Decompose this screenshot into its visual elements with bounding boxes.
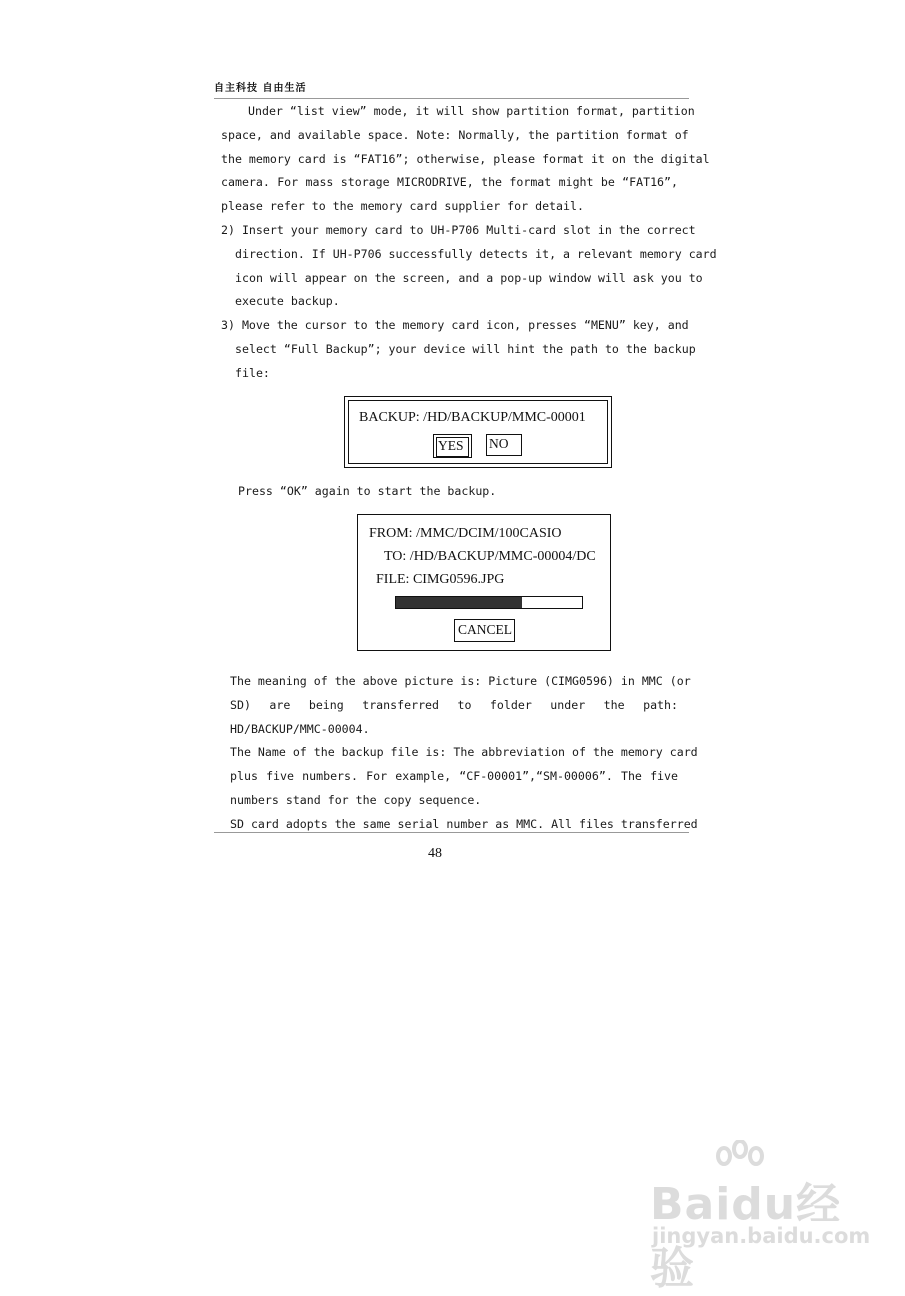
yes-button[interactable] bbox=[433, 434, 472, 458]
footer-rule bbox=[214, 832, 689, 833]
watermark-logo: Baidu经验 bbox=[650, 1179, 842, 1294]
text-line: please refer to the memory card supplier for detail. bbox=[221, 199, 584, 214]
text-line: space, and available space. Note: Normally, the partition format of bbox=[221, 127, 689, 142]
text-line: Under “list view” mode, it will show partition format, partition bbox=[248, 104, 695, 118]
file-name-text: FILE: CIMG0596.JPG bbox=[376, 572, 505, 587]
transfer-progress-fill bbox=[396, 597, 522, 608]
transfer-dialog bbox=[357, 514, 611, 651]
text-line: HD/BACKUP/MMC-00004. bbox=[230, 721, 370, 736]
intro-paragraph bbox=[221, 100, 710, 219]
watermark-url: jingyan.baidu.com bbox=[652, 1224, 871, 1248]
page-header-title: 自主科技 自由生活 bbox=[214, 83, 307, 94]
backup-dialog bbox=[344, 396, 612, 468]
step-2-paragraph bbox=[221, 219, 717, 314]
explanation-paragraph bbox=[230, 670, 698, 837]
yes-button-label: YES bbox=[436, 437, 469, 457]
backup-path-text: BACKUP: /HD/BACKUP/MMC-00001 bbox=[359, 410, 586, 425]
text-line: camera. For mass storage MICRODRIVE, the format might be “FAT16”, bbox=[221, 175, 678, 190]
text-line: the memory card is “FAT16”; otherwise, please format it on the digital bbox=[221, 151, 710, 166]
from-path-text: FROM: /MMC/DCIM/100CASIO bbox=[369, 526, 562, 541]
no-button[interactable]: NO bbox=[486, 434, 522, 456]
text-line: icon will appear on the screen, and a pop-up window will ask you to bbox=[235, 270, 703, 285]
text-line: select “Full Backup”; your device will hint the path to the backup bbox=[235, 341, 696, 356]
baidu-watermark bbox=[640, 1140, 871, 1294]
press-ok-instruction bbox=[238, 480, 496, 504]
page-number: 48 bbox=[428, 846, 442, 861]
text-line: SD card adopts the same serial number as MMC. All files transferred bbox=[230, 816, 698, 831]
cancel-button[interactable]: CANCEL bbox=[454, 619, 515, 642]
header-rule bbox=[214, 98, 689, 99]
text-line: plus five numbers. For example, “CF-00001”,“SM-00006”. The five bbox=[230, 769, 678, 784]
text-line: Press “OK” again to start the backup. bbox=[238, 484, 497, 498]
text-line: file: bbox=[235, 365, 270, 380]
transfer-progress-bar bbox=[395, 596, 583, 609]
text-line: direction. If UH-P706 successfully detects it, a relevant memory card bbox=[235, 246, 717, 261]
text-line: 2) Insert your memory card to UH-P706 Multi-card slot in the correct bbox=[221, 223, 696, 237]
text-line: numbers stand for the copy sequence. bbox=[230, 792, 482, 807]
text-line: 3) Move the cursor to the memory card icon, presses “MENU” key, and bbox=[221, 318, 689, 332]
text-line: The meaning of the above picture is: Picture (CIMG0596) in MMC (or bbox=[230, 674, 691, 688]
text-line: The Name of the backup file is: The abbreviation of the memory card bbox=[230, 745, 698, 760]
text-line: execute backup. bbox=[235, 294, 340, 309]
step-3-paragraph bbox=[221, 314, 696, 385]
to-path-text: TO: /HD/BACKUP/MMC-00004/DC bbox=[384, 549, 596, 564]
text-line: SD) are being transferred to folder under the path: bbox=[230, 697, 678, 712]
